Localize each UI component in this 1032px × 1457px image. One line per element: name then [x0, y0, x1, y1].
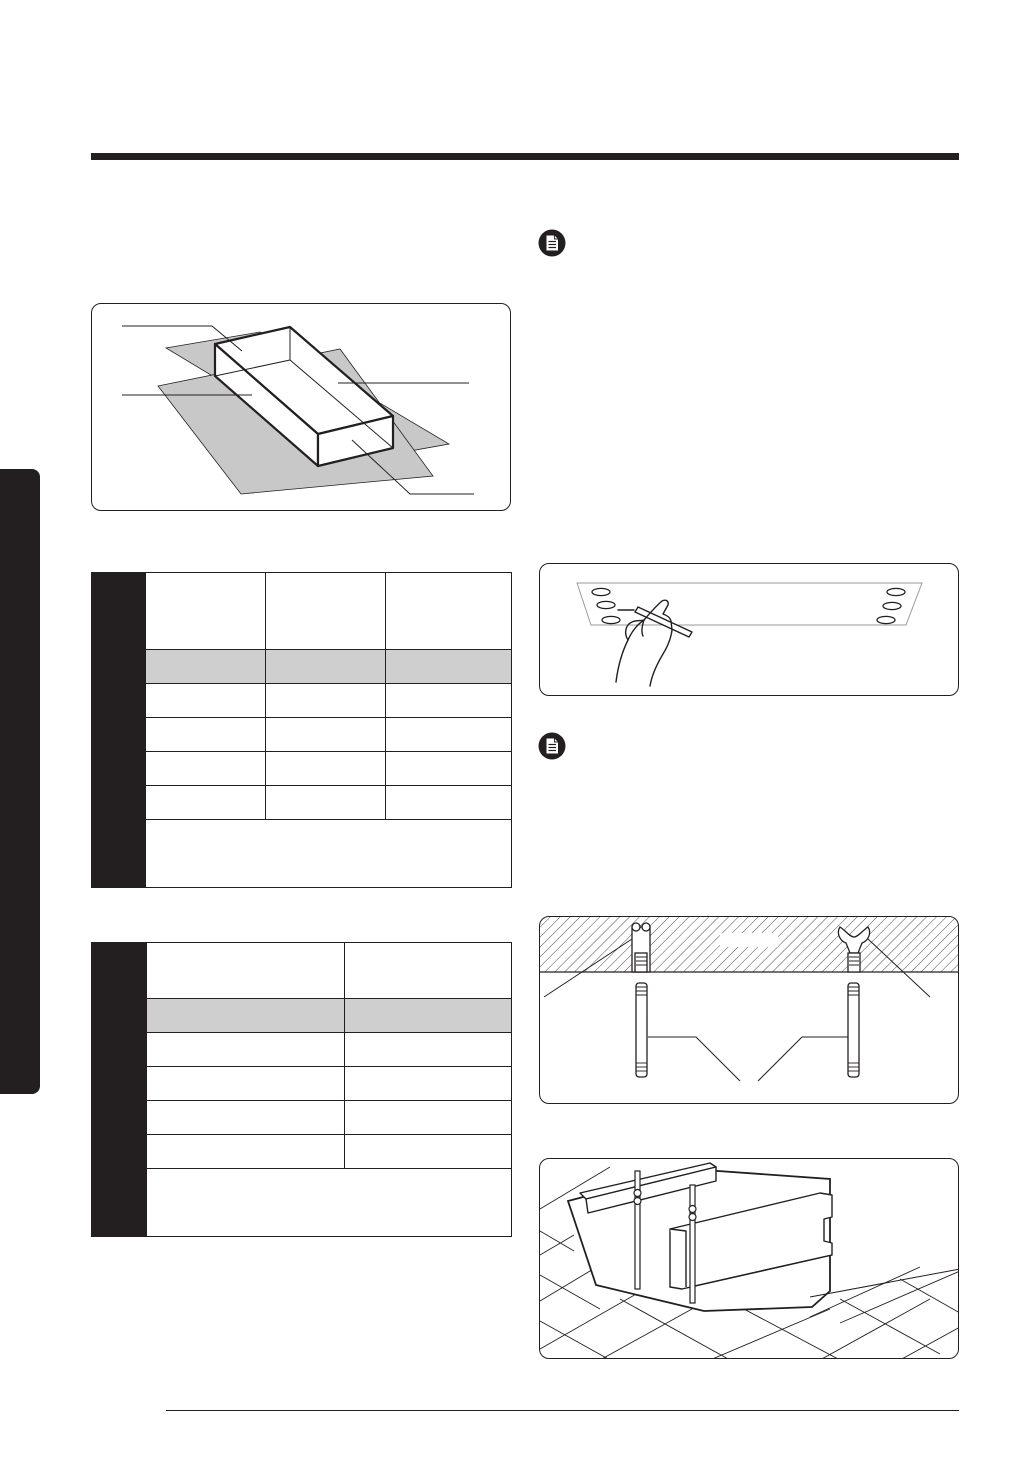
clearance-table-1	[91, 572, 512, 888]
table-subheader-cell	[146, 650, 266, 684]
table-footer-row	[92, 820, 512, 888]
clearance-table-2	[91, 942, 512, 1237]
table-row	[92, 684, 512, 718]
table-row	[92, 786, 512, 820]
top-rule	[91, 153, 959, 160]
table-header-cell	[146, 573, 266, 650]
table-row	[92, 1067, 512, 1101]
table-row	[92, 1033, 512, 1067]
ceiling-beams-icon	[540, 1159, 959, 1359]
table-header-cell	[92, 943, 147, 1033]
table-subheader-cell	[386, 650, 512, 684]
table-header-cell	[92, 573, 146, 684]
anchor-bolts-icon	[540, 917, 959, 1104]
table-header-cell	[386, 573, 512, 650]
table-header-cell	[147, 943, 345, 999]
anchor-bolt-figure	[539, 916, 959, 1104]
table-header-cell	[345, 943, 512, 999]
table-subheader-cell	[147, 999, 345, 1033]
table-row	[92, 1101, 512, 1135]
note-icon	[538, 732, 566, 760]
table-subheader-cell	[345, 999, 512, 1033]
mark-anchor-positions-figure	[539, 563, 959, 696]
box-diagram-icon	[92, 304, 511, 511]
chapter-side-tab	[0, 469, 40, 1094]
table-row	[92, 1135, 512, 1169]
installation-space-figure	[91, 303, 511, 511]
table-header-cell	[266, 573, 386, 650]
table-row	[92, 752, 512, 786]
hand-marking-template-icon	[540, 564, 959, 696]
ceiling-beam-figure	[539, 1158, 959, 1359]
table-row	[92, 718, 512, 752]
note-icon	[538, 229, 566, 257]
table-footer-row	[92, 1169, 512, 1237]
table-subheader-cell	[266, 650, 386, 684]
footer-rule	[166, 1410, 959, 1411]
